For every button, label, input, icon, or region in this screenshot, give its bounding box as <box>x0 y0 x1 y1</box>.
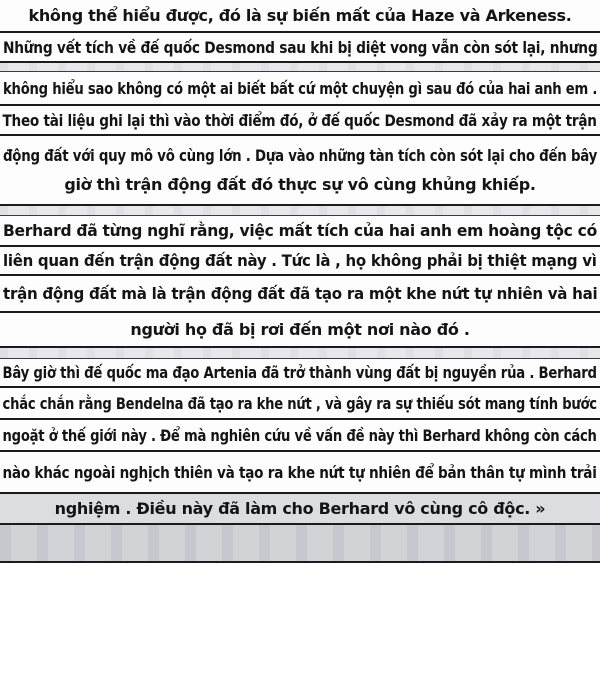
narration-strip <box>0 0 600 31</box>
narration-strip <box>0 452 600 492</box>
narration-strip <box>0 216 600 245</box>
narration-strip <box>0 420 600 450</box>
narration-line: nào khác ngoài nghịch thiên và tạo ra khe nứt tự nhiên để bản thân tự mình trải <box>2 462 598 482</box>
narration-line: Những vết tích về đế quốc Desmond sau khi bị diệt vong vẫn còn sót lại, nhưng <box>2 37 598 57</box>
narration-line: không hiểu sao không có một ai biết bất cứ một chuyện gì sau đó của hai anh em . <box>2 78 598 98</box>
empty-gray-strip <box>0 525 600 561</box>
narration-strip <box>0 359 600 386</box>
narration-line: giờ thì trận động đất đó thực sự vô cùng khủng khiếp. <box>64 175 536 194</box>
panel-gap <box>0 206 600 215</box>
narration-line: Theo tài liệu ghi lại thì vào thời điểm đó, ở đế quốc Desmond đã xảy ra một trận <box>2 110 598 130</box>
narration-line: không thể hiểu được, đó là sự biến mất của Haze và Arkeness. <box>28 6 572 25</box>
panel-gap <box>0 348 600 358</box>
page-bottom-whitespace <box>0 563 600 700</box>
narration-line: nghiệm . Điều này đã làm cho Berhard vô cùng cô độc. » <box>54 499 546 518</box>
narration-line: chắc chắn rằng Bendelna đã tạo ra khe nứt , và gây ra sự thiếu sót mang tính bước <box>2 393 598 413</box>
narration-line: trận động đất mà là trận động đất đã tạo ra một khe nứt tự nhiên và hai <box>2 284 598 303</box>
narration-line: liên quan đến trận động đất này . Tức là , họ không phải bị thiệt mạng vì <box>3 251 597 270</box>
narration-strip <box>0 33 600 61</box>
narration-strip <box>0 247 600 274</box>
narration-strip <box>0 72 600 104</box>
narration-line: động đất với quy mô vô cùng lớn . Dựa vào những tàn tích còn sót lại cho đến bây <box>2 146 598 165</box>
narration-line: Berhard đã từng nghĩ rằng, việc mất tích của hai anh em hoàng tộc có <box>3 221 597 240</box>
panel-gap <box>0 63 600 71</box>
narration-strip-gray <box>0 494 600 523</box>
narration-line: Bây giờ thì đế quốc ma đạo Artenia đã trở thành vùng đất bị nguyền rủa . Berhard <box>2 363 598 382</box>
narration-line: người họ đã bị rơi đến một nơi nào đó . <box>130 320 470 339</box>
narration-line: ngoặt ở thế giới này . Để mà nghiên cứu về vấn đề này thì Berhard không còn cách <box>2 425 598 445</box>
narration-strip <box>0 313 600 346</box>
narration-strip <box>0 106 600 134</box>
narration-strip <box>0 276 600 311</box>
narration-strip <box>0 136 600 204</box>
narration-strip <box>0 388 600 418</box>
